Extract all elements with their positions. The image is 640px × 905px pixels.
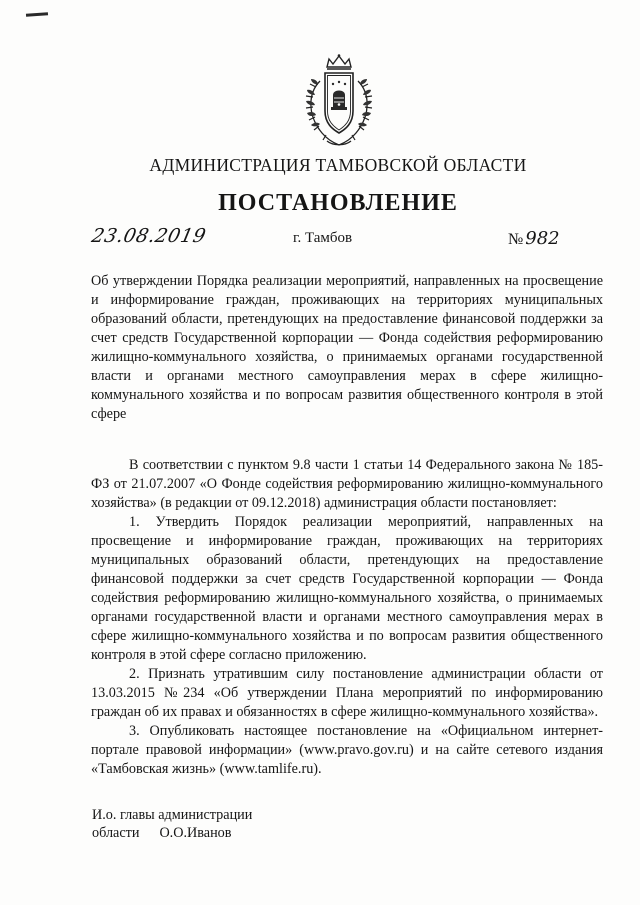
item-2-paragraph: 2. Признать утратившим силу постановление администрации области от 13.03.2015 №234 «Об утверждении Плана мероприятий по информированию граждан об их правах и обязанностях в сфере жилищно-коммунального хозяйства». bbox=[91, 666, 603, 720]
item-3-paragraph: 3. Опубликовать настоящее постановление на «Официальном интернет-портале правовой информации» (www.pravo.gov.ru) и на сайте сетевого издания «Тамбовская жизнь» (www.tamlife.ru). bbox=[91, 723, 603, 777]
preamble-paragraph: В соответствии с пунктом 9.8 части 1 статьи 14 Федерального закона № 185-ФЗ от 21.07.2007 «О Фонде содействия реформированию жилищно-коммунального хозяйства» (в редакции от 09.12.2018) администрация области постановляет: bbox=[91, 457, 603, 511]
document-type-heading: ПОСТАНОВЛЕНИЕ bbox=[218, 190, 458, 216]
organization-title: АДМИНИСТРАЦИЯ ТАМБОВСКОЙ ОБЛАСТИ bbox=[149, 155, 527, 175]
number-value: 982 bbox=[525, 228, 560, 249]
number-prefix: № bbox=[508, 231, 524, 248]
signatory-position: И.о. главы администрации bbox=[92, 807, 253, 823]
coat-of-arms-icon bbox=[296, 53, 382, 153]
item-1-paragraph: 1. Утвердить Порядок реализации мероприятий, направленных на просвещение и информирование граждан, проживающих на территориях муниципальных образований области, претендующих на предоставление финансовой поддержки за счет средств Государственной корпорации — Фонда содействия реформированию жилищно-коммунального хозяйства, о принимаемых органами государственной власти и органами местного самоуправления мерах в сфере жилищно-коммунального хозяйства и по вопросам развития общественного контроля в этой сфере согласно приложению. bbox=[91, 514, 603, 663]
scan-mark bbox=[26, 12, 48, 17]
document-date: 23.08.2019 bbox=[89, 225, 209, 247]
signatory-name: О.О.Иванов bbox=[159, 825, 232, 841]
signatory-position-cont: области bbox=[92, 825, 140, 841]
document-body bbox=[91, 456, 603, 779]
signature-block bbox=[92, 806, 252, 842]
document-city: г. Тамбов bbox=[293, 230, 353, 246]
document-subject: Об утверждении Порядка реализации мероприятий, направленных на просвещение и информирование граждан, проживающих на территориях муниципальных образований области, претендующих на предоставление финансовой поддержки за счет средств Государственной корпорации — Фонда содействия реформированию жилищно-коммунального хозяйства, о принимаемых органами государственной власти и органами местного самоуправления мерах в сфере жилищно-коммунального хозяйства и по вопросам развития общественного контроля в этой сфере bbox=[91, 273, 603, 422]
document-number bbox=[508, 228, 560, 249]
